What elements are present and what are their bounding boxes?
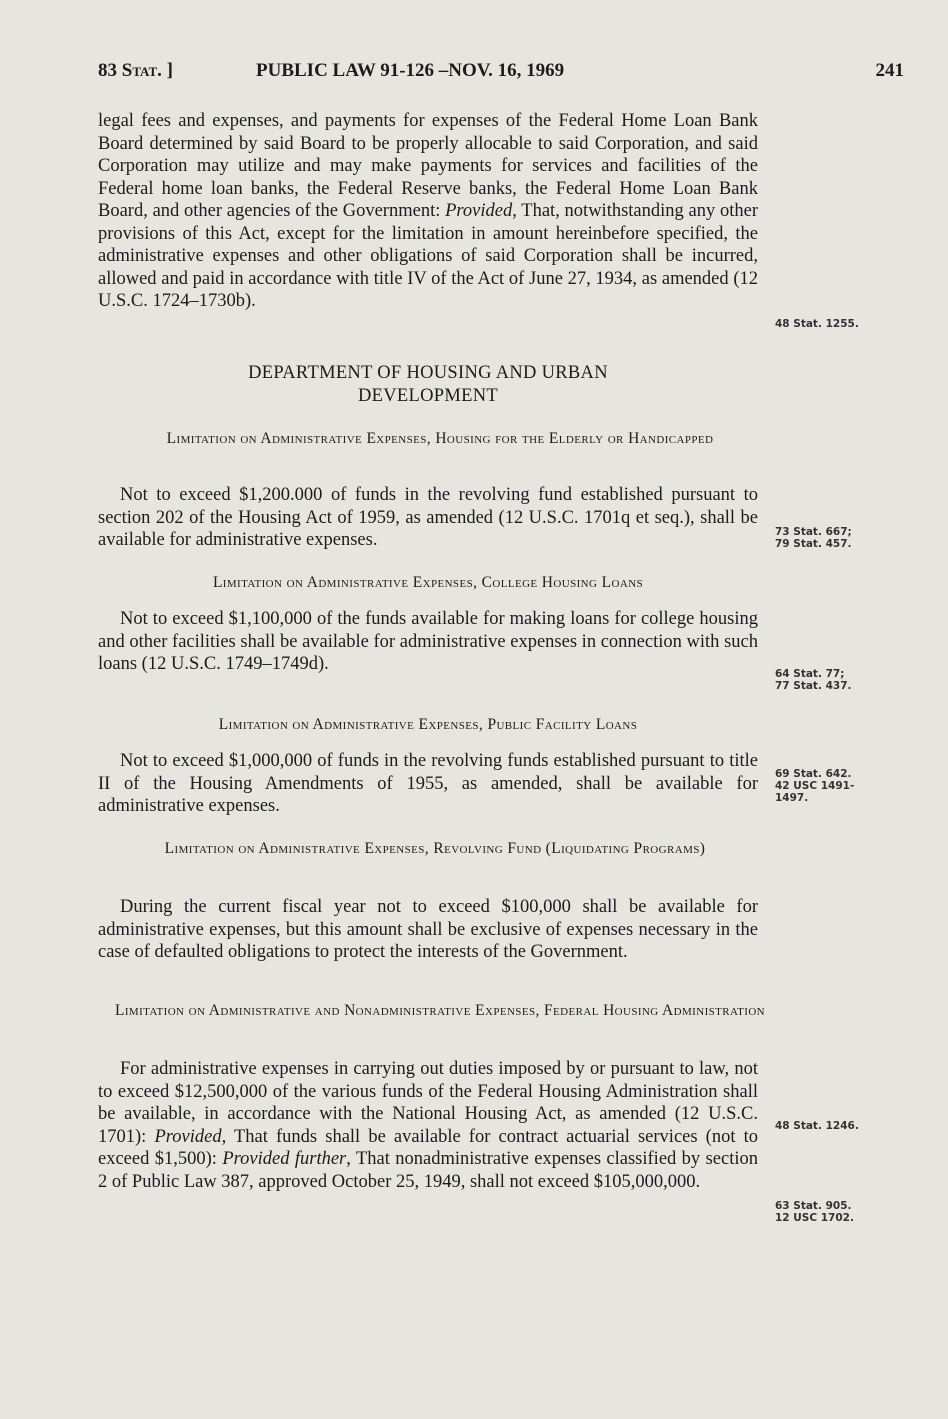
margin-note: 48 Stat. 1246. (775, 1120, 859, 1132)
section-4-body (98, 896, 758, 964)
section-2-body (98, 608, 758, 676)
section-text: , That funds shall be available for contract actuarial services (not to exceed $1,500): (98, 1126, 759, 1169)
section-heading: Limitation on Administrative and Nonadministrative Expenses, Federal Housing Administration (114, 1002, 766, 1019)
margin-note: 63 Stat. 905. 12 USC 1702. (775, 1200, 854, 1224)
section-1-body (98, 484, 758, 552)
intro-paragraph (98, 110, 758, 313)
section-heading: Limitation on Administrative Expenses, Public Facility Loans (218, 716, 638, 733)
section-text: Not to exceed $1,000,000 of funds in the revolving funds established pursuant to title II of the Housing Amendments of 1955, as amended, shall be available for administrative expenses. (98, 751, 758, 816)
section-text: During the current fiscal year not to exceed $100,000 shall be available for administrative expenses, but this amount shall be exclusive of expenses necessary in the case of defaulted obligations to protect the interests of the Government. (98, 897, 758, 962)
margin-note: 64 Stat. 77; 77 Stat. 437. (775, 668, 852, 692)
intro-text-1: legal fees and expenses, and payments for expenses of the Federal Home Loan Bank Board determined by said Board to be properly allocable to said Corporation, and said Corporation may utilize and may make payments for services and facilities of the Federal home loan banks, the Federal Reserve banks, the Federal Home Loan Bank Board, and other agencies of the Government: (98, 111, 758, 221)
law-title: PUBLIC LAW 91-126 –NOV. 16, 1969 (256, 60, 565, 81)
section-text: For administrative expenses in carrying out duties imposed by or pursuant to law, not to exceed $12,500,000 of the various funds of the Federal Housing Administration shall be available, in accordance with the National Housing Act, as amended (12 U.S.C. 1701): (98, 1059, 758, 1147)
section-1-heading-block (150, 428, 730, 449)
section-text: , That nonadministrative expenses classified by section 2 of Public Law 387, approved October 25, 1949, shall not exceed $105,000,000. (98, 1149, 758, 1192)
statute-reference: 83 Stat. ] (98, 60, 173, 81)
department-heading-block (190, 362, 666, 408)
section-italic: Provided (154, 1126, 222, 1147)
page-header (98, 60, 904, 90)
section-italic: Provided further (222, 1149, 347, 1169)
intro-text-2: , That, notwithstanding any other provisions of this Act, except for the limitation in amount hereinbefore specified, the administrative expenses and other obligations of said Corporation shall be incurred, allowed and paid in accordance with title IV of the Act of June 27, 1934, as amended (12 U.S.C. 1724–1730b). (98, 201, 758, 311)
section-3-heading-block (98, 714, 758, 735)
margin-note: 48 Stat. 1255. (775, 318, 859, 330)
section-3-body (98, 750, 758, 818)
section-heading: Limitation on Administrative Expenses, College Housing Loans (212, 574, 644, 591)
section-text: Not to exceed $1,200.000 of funds in the revolving fund established pursuant to section 202 of the Housing Act of 1959, as amended (12 U.S.C. 1701q et seq.), shall be available for administrative expenses. (98, 485, 758, 550)
section-5-heading-block (110, 1000, 770, 1021)
section-heading: Limitation on Administrative Expenses, Housing for the Elderly or Handicapped (166, 430, 714, 447)
section-2-heading-block (98, 572, 758, 593)
margin-note: 73 Stat. 667; 79 Stat. 457. (775, 526, 852, 550)
section-4-heading-block (150, 838, 720, 859)
section-text: Not to exceed $1,100,000 of the funds available for making loans for college housing and other facilities shall be available for administrative expenses in connection with such loans (12 U.S.C. 1749–1749d). (98, 609, 758, 674)
intro-italic: Provided (445, 201, 513, 221)
section-5-body (98, 1058, 758, 1193)
margin-note: 69 Stat. 642. 42 USC 1491- 1497. (775, 768, 855, 804)
section-heading: Limitation on Administrative Expenses, Revolving Fund (Liquidating Programs) (164, 840, 706, 857)
page-number: 241 (875, 60, 904, 81)
department-heading: DEPARTMENT OF HOUSING AND URBAN DEVELOPMENT (248, 363, 608, 406)
